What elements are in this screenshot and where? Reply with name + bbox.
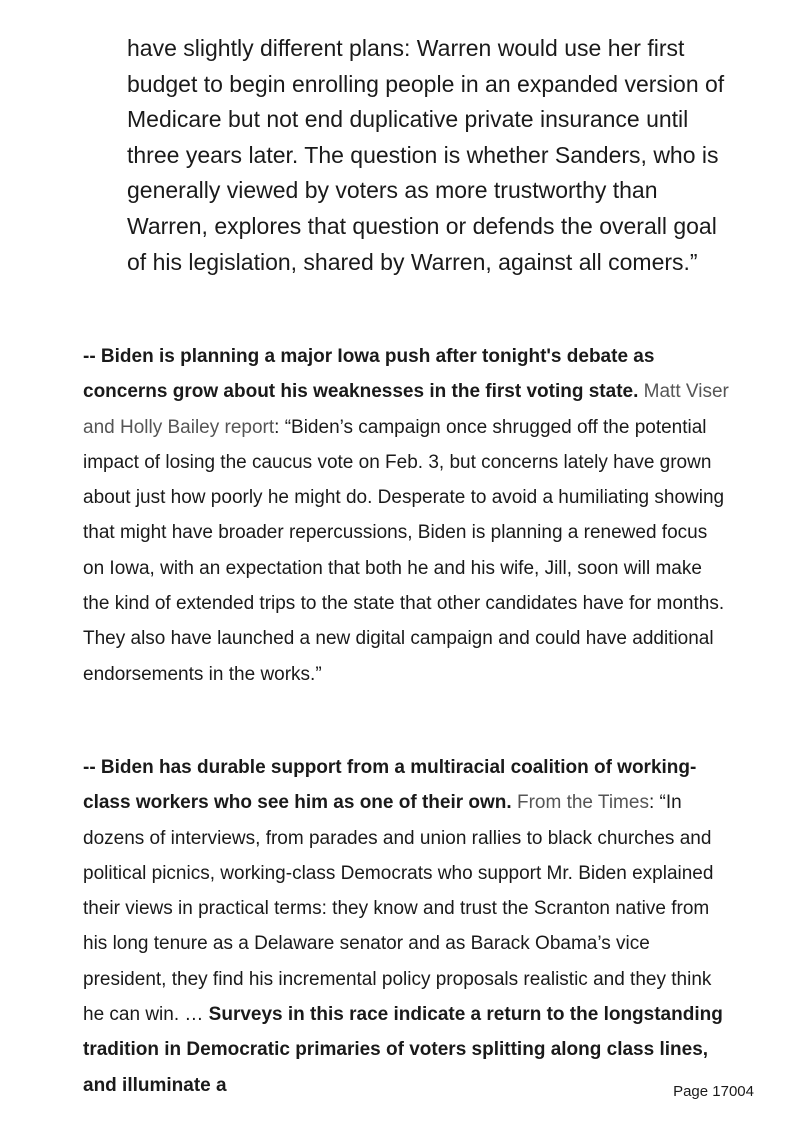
section-headline: -- Biden is planning a major Iowa push after tonight's debate as concerns grow about his weaknesses in the first voting state. (83, 346, 655, 403)
section-body: : “Biden’s campaign once shrugged off the potential impact of losing the caucus vote on Feb. 3, but concerns lately have grown about just how poorly he might do. Desperate to avoid a humiliating showing that might have broader repercussions, Biden is planning a renewed focus on Iowa, with an expectation that both he and his wife, Jill, soon will make the kind of extended trips to the state that other candidates have for months. They also have launched a new digital campaign and could have additional endorsements in the works.” (83, 416, 725, 685)
section-headline: -- Biden has durable support from a multiracial coalition of working-class workers who see him as one of their own. (83, 757, 697, 814)
source-link[interactable]: Matt Viser and Holly Bailey report (83, 381, 729, 438)
source-link[interactable]: From the Times (516, 792, 649, 814)
section-body: : “In dozens of interviews, from parades and union rallies to black churches and political picnics, working-class Democrats who support Mr. Biden explained their views in practical terms: they know and trust the Scranton native from his long tenure as a Delaware senator and as Barack Obama’s vice president, they find his incremental policy proposals realistic and they think he can win. … (83, 792, 714, 1026)
biden-coalition-section (83, 750, 733, 1103)
page-number: Page 17004 (673, 1083, 754, 1100)
section-bold-tail: Surveys in this race indicate a return to the longstanding tradition in Democratic primaries of voters splitting along class lines, and illuminate a (83, 1004, 723, 1096)
block-quote: have slightly different plans: Warren would use her first budget to begin enrolling people in an expanded version of Medicare but not end duplicative private insurance until three years later. The question is whether Sanders, who is generally viewed by voters as more trustworthy than Warren, explores that question or defends the overall goal of his legislation, shared by Warren, against all comers.” (127, 35, 725, 275)
biden-iowa-section (83, 339, 733, 692)
